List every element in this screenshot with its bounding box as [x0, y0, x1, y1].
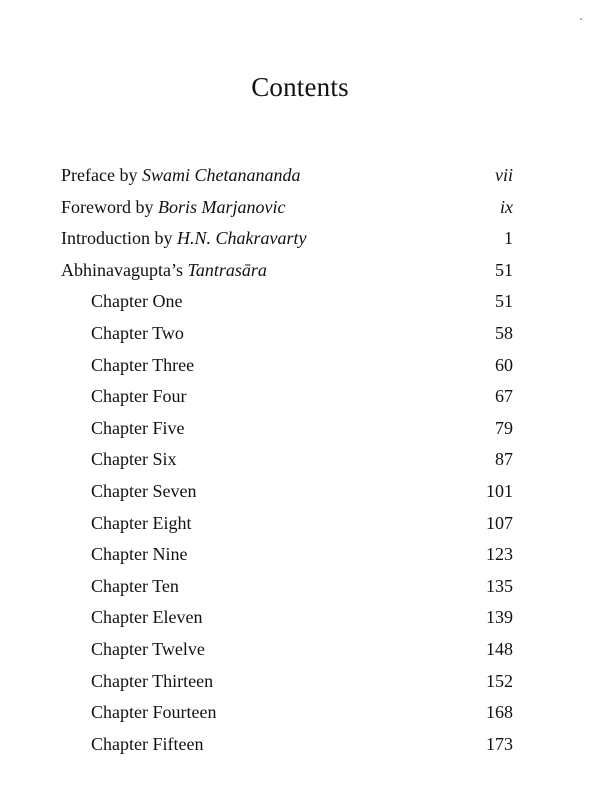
- toc-entry-emphasis: Tantrasāra: [187, 259, 267, 280]
- toc-entry[interactable]: [61, 289, 513, 321]
- toc-entry-prefix: Abhinavagupta’s: [61, 259, 188, 280]
- toc-entry-title: [61, 605, 202, 629]
- table-of-contents: [61, 163, 513, 763]
- scan-speck: [580, 18, 582, 20]
- toc-entry-prefix: Chapter Fifteen: [91, 733, 204, 754]
- toc-page-number: 51: [495, 259, 513, 280]
- toc-entry-title: [61, 479, 196, 503]
- toc-page-number: 152: [486, 670, 513, 691]
- toc-entry[interactable]: [61, 353, 513, 385]
- toc-page-number: 87: [495, 449, 513, 470]
- toc-entry-prefix: Introduction by: [61, 228, 177, 249]
- toc-entry-prefix: Chapter Four: [91, 386, 187, 407]
- toc-page-number: 123: [486, 544, 513, 565]
- toc-page-number: 168: [486, 702, 513, 723]
- toc-page-number: 79: [495, 417, 513, 438]
- toc-page-number: 101: [486, 480, 513, 501]
- toc-entry-title: [61, 416, 184, 440]
- toc-entry[interactable]: [61, 669, 513, 701]
- toc-entry[interactable]: [61, 447, 513, 479]
- toc-page-number: 60: [495, 354, 513, 375]
- toc-page-number: vii: [495, 165, 513, 185]
- toc-page-number: 107: [486, 512, 513, 533]
- toc-entry-prefix: Chapter Five: [91, 417, 185, 438]
- toc-entry-prefix: Foreword by: [61, 196, 158, 217]
- toc-entry-emphasis: Swami Chetanananda: [141, 165, 301, 185]
- toc-entry-prefix: Chapter Twelve: [91, 638, 205, 659]
- toc-page-number: 67: [495, 386, 513, 407]
- toc-entry-title: [61, 258, 267, 282]
- toc-entry[interactable]: [61, 637, 513, 669]
- toc-page-number: 139: [486, 607, 513, 628]
- toc-entry-title: [61, 447, 177, 471]
- toc-entry[interactable]: [61, 163, 513, 195]
- toc-entry-title: [61, 669, 213, 693]
- toc-page-number: 135: [486, 575, 513, 596]
- toc-entry-title: [61, 732, 203, 756]
- toc-entry-title: [61, 384, 186, 408]
- toc-entry[interactable]: [61, 700, 513, 732]
- toc-entry[interactable]: [61, 416, 513, 448]
- toc-entry-title: [61, 700, 216, 724]
- toc-entry[interactable]: [61, 542, 513, 574]
- toc-entry[interactable]: [61, 321, 513, 353]
- toc-entry[interactable]: [61, 511, 513, 543]
- toc-entry-prefix: Preface by: [61, 165, 142, 185]
- toc-entry[interactable]: [61, 479, 513, 511]
- toc-entry-title: [61, 289, 182, 313]
- toc-entry-title: [61, 353, 194, 377]
- toc-entry-title: [61, 226, 306, 250]
- toc-entry-prefix: Chapter Thirteen: [91, 670, 214, 691]
- toc-entry[interactable]: [61, 258, 513, 290]
- toc-page-number: 173: [486, 733, 513, 754]
- toc-entry-title: [61, 321, 184, 345]
- toc-entry-prefix: Chapter Ten: [91, 575, 179, 596]
- toc-entry-prefix: Chapter Fourteen: [91, 702, 217, 723]
- toc-entry-prefix: Chapter Seven: [91, 480, 197, 501]
- toc-entry-title: [61, 542, 187, 566]
- toc-entry[interactable]: [61, 384, 513, 416]
- toc-entry[interactable]: [61, 574, 513, 606]
- toc-entry[interactable]: [61, 605, 513, 637]
- toc-page-number: 1: [504, 228, 513, 249]
- toc-page-number: 51: [495, 291, 513, 312]
- toc-entry[interactable]: [61, 732, 513, 764]
- toc-entry[interactable]: [61, 226, 513, 258]
- toc-page-number: 58: [495, 322, 513, 343]
- toc-page-number: ix: [500, 196, 513, 217]
- toc-entry-title: [61, 574, 179, 598]
- toc-entry-prefix: Chapter Three: [91, 354, 195, 375]
- toc-entry-title: [61, 637, 205, 661]
- toc-entry-prefix: Chapter Eight: [91, 512, 192, 533]
- toc-entry[interactable]: [61, 195, 513, 227]
- toc-entry-title: [61, 163, 300, 187]
- page-title: Contents: [251, 72, 349, 102]
- toc-entry-prefix: Chapter One: [91, 291, 183, 312]
- toc-entry-emphasis: H.N. Chakravarty: [176, 228, 307, 249]
- toc-page-number: 148: [486, 638, 513, 659]
- toc-entry-prefix: Chapter Nine: [91, 544, 188, 565]
- toc-entry-title: [61, 195, 286, 219]
- toc-entry-prefix: Chapter Eleven: [91, 607, 203, 628]
- toc-entry-prefix: Chapter Two: [91, 322, 184, 343]
- toc-entry-prefix: Chapter Six: [91, 449, 177, 470]
- toc-entry-emphasis: Boris Marjanovic: [158, 196, 286, 217]
- toc-entry-title: [61, 511, 191, 535]
